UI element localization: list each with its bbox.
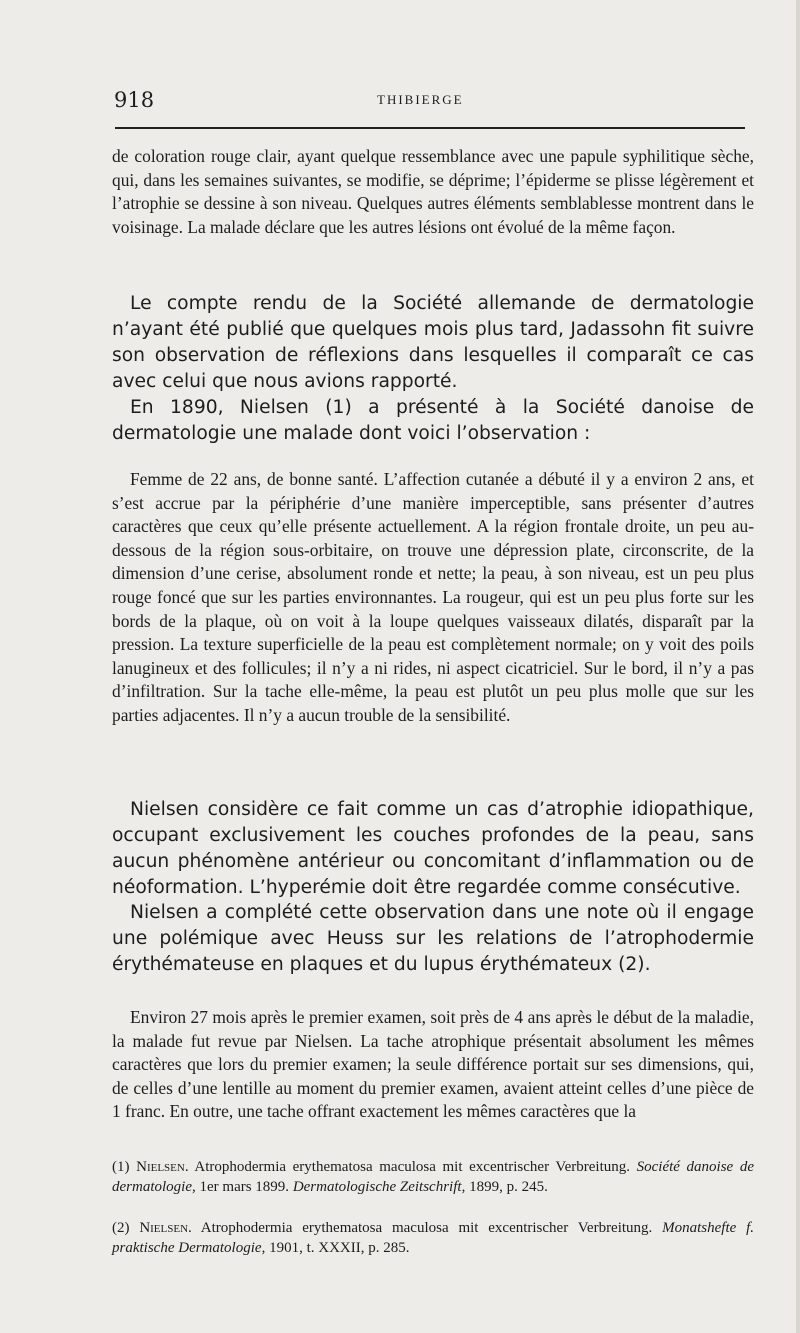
header-rule (115, 127, 745, 129)
footnote-1 (112, 1157, 754, 1197)
footnote-2 (112, 1218, 754, 1258)
page-header (112, 88, 746, 112)
footnote-title: Atrophodermia erythematosa maculosa mit excentrischer Verbreitung. (191, 1220, 663, 1236)
paragraph-nielsen-considers (112, 797, 754, 901)
paragraph-nielsen-note (112, 900, 754, 978)
footnote-marker: (2) (112, 1220, 130, 1236)
paragraph-continuation (112, 145, 754, 239)
footnote-tail: , 1901, t. XXXII, p. 285. (261, 1240, 410, 1256)
paragraph-jadassohn (112, 291, 754, 395)
footnote-tail: , 1899, p. 245. (461, 1179, 548, 1195)
footnote-journal: Dermatologische Zeitschrift (292, 1179, 462, 1195)
footnote-author: Nielsen. (139, 1220, 192, 1236)
footnote-source: Société danoise de dermatologie (112, 1159, 754, 1195)
paragraph-text: Environ 27 mois après le premier examen, soit près de 4 ans après le début de la maladie, la malade fut revue par Nielsen. La tache atrophique présentait absolument les mêmes caractères que lors du premier examen; la seule différence portait sur ses dimensions, qui, de celles d’une lentille au moment du premier examen, avaient atteint celles d’une pièce de 1 franc. En outre, une tache offrant exactement les mêmes caractères que la (112, 1007, 754, 1122)
paragraph-text: Nielsen a complété cette observation dans une note où il engage une polémique avec Heuss sur les relations de l’atrophodermie érythémateuse en plaques et du lupus érythémateux (2). (112, 902, 754, 975)
footnote-marker: (1) (112, 1159, 130, 1175)
footnote-journal: Monatshefte f. praktische Dermatologie (112, 1220, 755, 1256)
paragraph-nielsen-intro (112, 395, 754, 447)
footnote-author: Nielsen. (136, 1159, 189, 1175)
page-edge (796, 0, 800, 1333)
paragraph-text: Femme de 22 ans, de bonne santé. L’affection cutanée a débuté il y a environ 2 ans, et s’est accrue par la périphérie d’une manière imperceptible, sans présenter d’autres caractères que ceux qu’elle présente actuellement. A la région frontale droite, un peu au-dessous de la région sous-orbitaire, on trouve une dépression plate, circonscrite, de la dimension d’une cerise, absolument ronde et nette; la peau, à son niveau, est un peu plus rouge foncé que sur les parties environnantes. La rougeur, qui est un peu plus forte sur les bords de la plaque, où on voit à la loupe quelques vaisseaux dilatés, disparaît par la pression. La texture superficielle de la peau est complètement normale; on y voit des poils lanugineux et des follicules; il n’y a ni rides, ni aspect cicatriciel. Sur le bord, il n’y a pas d’infiltration. Sur la tache elle-même, la peau est plutôt un peu plus molle que sur les parties adjacentes. Il n’y a aucun trouble de la sensibilité. (112, 469, 754, 725)
paragraph-text: Nielsen considère ce fait comme un cas d’atrophie idiopathique, occupant exclusivement les couches profondes de la peau, sans aucun phénomène antérieur ou concomitant d’inflammation ou de néoformation. L’hyperémie doit être regardée comme consécutive. (112, 799, 754, 898)
page-number: 918 (114, 88, 155, 112)
footnote-date: , 1er mars 1899. (192, 1179, 293, 1195)
paragraph-text: de coloration rouge clair, ayant quelque ressemblance avec une papule syphilitique sèche, qui, dans les semaines suivantes, se modifie, se déprime; l’épiderme se plisse légèrement et l’atrophie se dessine à son niveau. Quelques autres éléments semblablesse montrent dans le voisinage. La malade déclare que les autres lésions ont évolué de la même façon. (112, 146, 754, 237)
paragraph-observation (112, 468, 754, 728)
running-head: THIBIERGE (377, 92, 464, 107)
paragraph-followup (112, 1006, 754, 1124)
paragraph-text: Le compte rendu de la Société allemande de dermatologie n’ayant été publié que quelques mois plus tard, Jadassohn fit suivre son observation de réflexions dans lesquelles il comparaît ce cas avec celui que nous avions rapporté. (112, 293, 754, 392)
paragraph-text: En 1890, Nielsen (1) a présenté à la Société danoise de dermatologie une malade dont voici l’observation : (112, 397, 754, 444)
footnote-title: Atrophodermia erythematosa maculosa mit excentrischer Verbreitung. (188, 1159, 637, 1175)
